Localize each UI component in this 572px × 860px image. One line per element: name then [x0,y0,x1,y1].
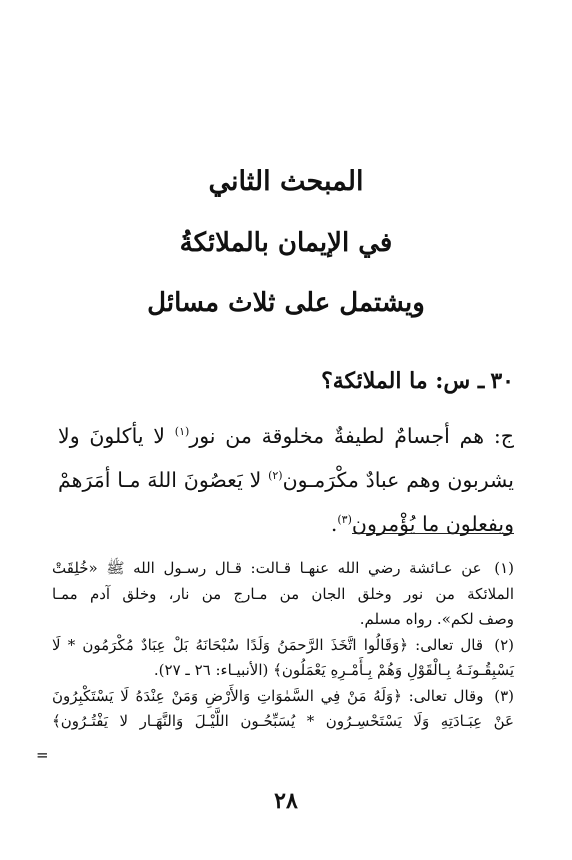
footnote-3-number: (٣) [494,686,514,705]
footnote-1-line-2: الملائكة من نور وخلق الجان من مـارج من نار، وخلق آدم ممـا [52,584,514,603]
continuation-mark: = [36,746,49,764]
answer-line-3 [58,500,514,544]
footnote-ref-1: (١) [174,425,190,438]
footnote-2-text-1: قال تعالى: ﴿وَقَالُوا اتَّخَذَ الرَّحمَنُ وَلَدًا سُبْحَانَهُ بَلْ عِبَادٌ مُكْرَمُون * لَا [52,635,484,654]
footnote-2-number: (٢) [494,635,514,654]
answer-text-2-end: لا يَعصُونَ اللهَ مـا أمَرَهمْ [58,467,269,492]
footnote-1-line-3: وصف لكم». رواه مسلم. [359,610,514,628]
footnote-2-line-2: يَسْبِقُـونَـهُ بِـالْقَوْلِ وَهُمْ بِـأَمْـرِهِ يَعْمَلُون﴾ (الأنبيـاء: ٢٦ ـ ٢٧). [153,661,514,679]
answer-text-3-end: . [330,511,338,536]
chapter-heading: المبحث الثاني [208,166,364,197]
question-number: ٣٠ [490,368,514,394]
answer-text-1: ج: هم أجسامٌ لطيفةٌ مخلوقة من نور [189,423,514,448]
footnote-2-line-1 [52,633,514,659]
footnote-3-line-2: عَنْ عِبَـادَتِهِ وَلَا يَسْتَحْسِـرُون * يُسَبِّحُـون اللَّيْـلَ وَالنَّهَـار لا يَفْتُـرُون﴾ [52,712,514,730]
page-number: ٢٨ [274,788,298,814]
question-text: ـ س: ما الملائكة؟ [321,368,485,394]
answer-text-1-end: لا يأكلونَ ولا [58,423,175,448]
footnote-ref-3: (٣) [337,512,352,526]
topic-heading: في الإيمان بالملائكةُ [179,228,393,258]
footnote-1-line-1 [52,556,514,582]
footnotes [52,556,514,735]
answer-text-3: ويفعلون ما يُؤْمرون [351,511,514,536]
footnote-ref-2: (٢) [268,468,283,482]
answer-line-1 [58,412,514,456]
footnote-1-text-1: عن عـائشة رضي الله عنهـا قـالت: قـال رسـول الله ﷺ «خُلِقَتْ [52,559,482,577]
footnote-3-line-1 [52,684,514,710]
footnote-3-text-1: وقال تعالى: ﴿وَلَهُ مَنْ فِي السَّمٰوَاتِ وَالأَرْضِ وَمَنْ عِنْدَهُ لَا يَسْتَكْبِرُونَ [52,686,484,705]
answer-line-2 [58,456,514,500]
contents-heading: ويشتمل على ثلاث مسائل [147,288,425,318]
question-line [321,368,514,394]
answer-text-2: يشربون وهم عبادٌ مكْرَمـون [282,467,514,492]
answer-paragraph [58,412,514,543]
footnote-separator [352,533,514,534]
footnote-1-number: (١) [494,559,514,577]
